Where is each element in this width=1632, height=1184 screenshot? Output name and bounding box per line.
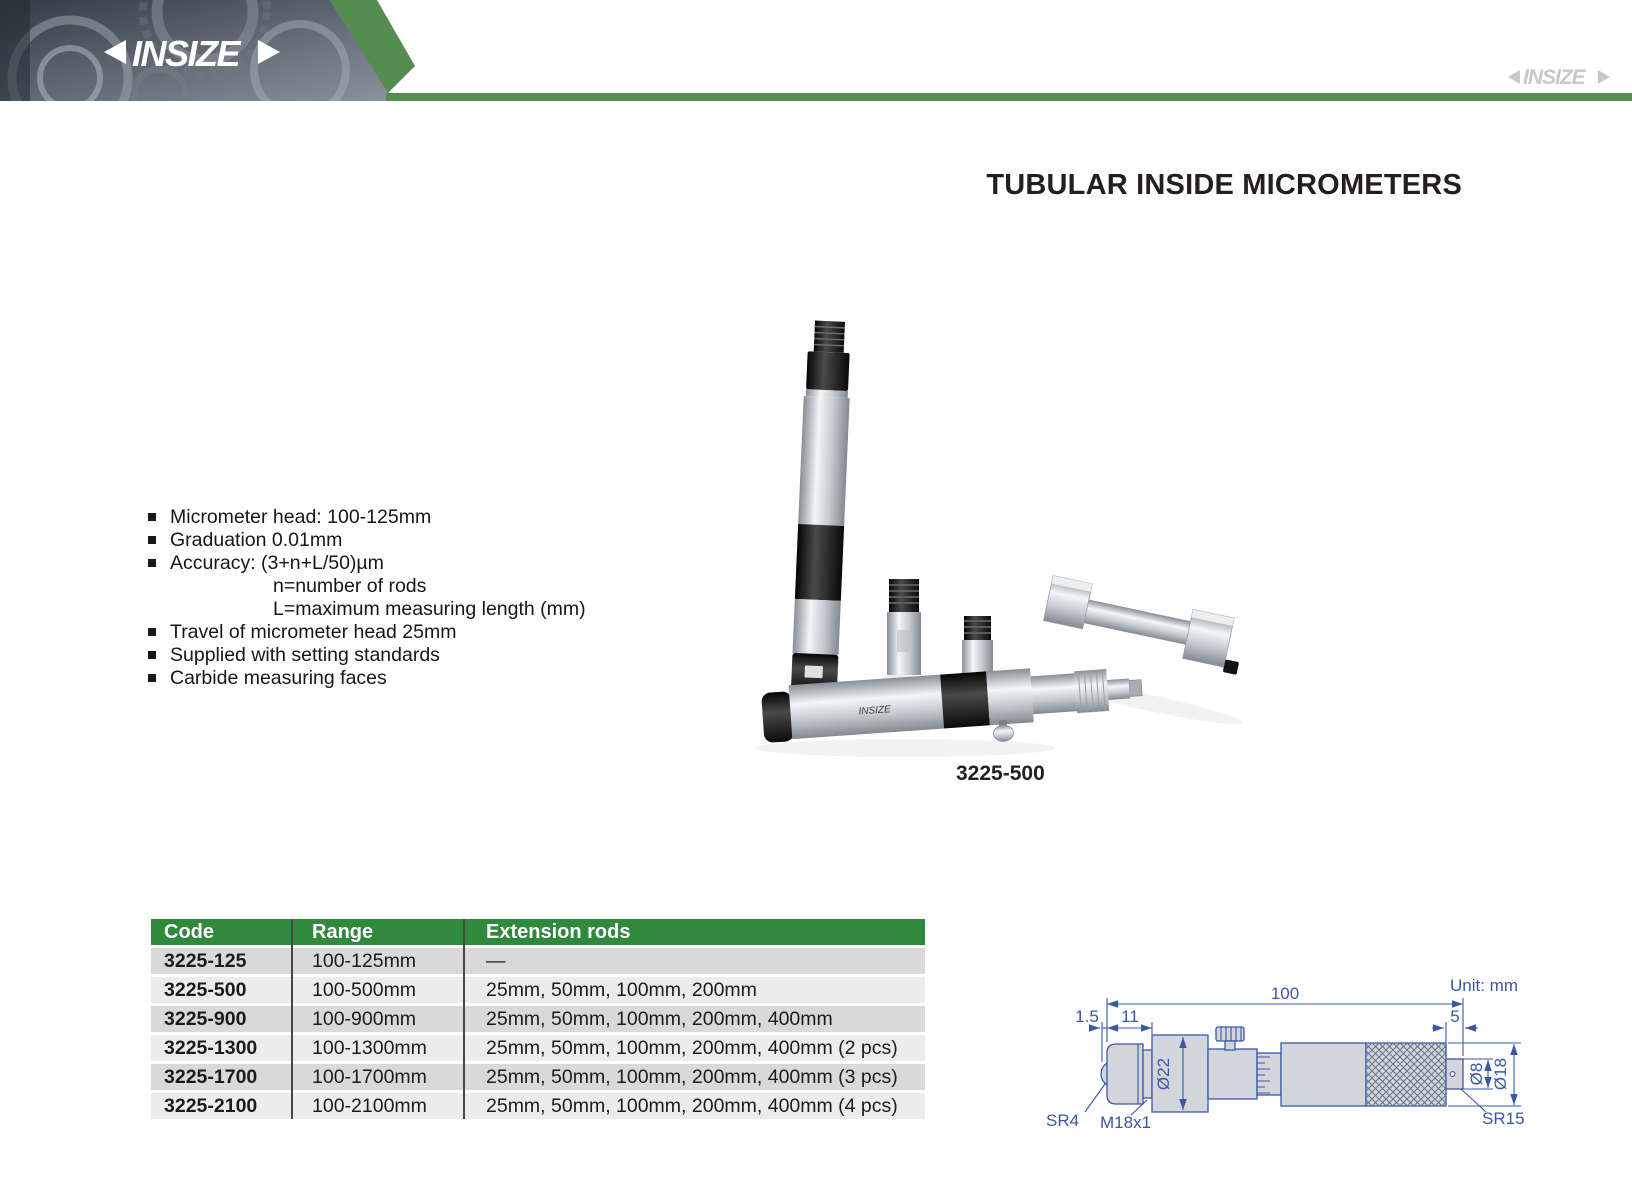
watermark-left-arrow-icon (1508, 70, 1520, 84)
spec-text: Supplied with setting standards (170, 644, 440, 666)
micrometer-head-blocks (1041, 576, 1249, 675)
extension-rod-medium (887, 579, 921, 675)
column-divider (463, 919, 465, 1119)
bullet-square-icon (148, 651, 156, 659)
cell-range: 100-125mm (312, 950, 417, 972)
cell-code: 3225-1300 (164, 1037, 258, 1059)
dia-tip: Ø8 (1467, 1062, 1486, 1086)
extension-rod-long (791, 320, 853, 693)
column-header: Extension rods (486, 921, 631, 943)
spec-text: L=maximum measuring length (mm) (273, 598, 586, 620)
product-photo (690, 300, 1260, 760)
green-rule (386, 93, 1632, 101)
spec-table-body (151, 948, 925, 1119)
table-row (151, 1006, 925, 1032)
spec-item (148, 552, 586, 575)
spec-text: n=number of rods (273, 575, 427, 597)
cell-rods: 25mm, 50mm, 100mm, 200mm, 400mm (3 pcs) (486, 1066, 898, 1088)
spec-item (148, 621, 586, 644)
column-divider (291, 919, 293, 1119)
bullet-square-icon (148, 674, 156, 682)
spec-text: Graduation 0.01mm (170, 529, 343, 551)
spec-text: Travel of micrometer head 25mm (170, 621, 457, 643)
label-sr4: SR4 (1046, 1111, 1080, 1130)
spec-text: Micrometer head: 100-125mm (170, 506, 432, 528)
cell-range: 100-900mm (312, 1008, 417, 1030)
spec-item (148, 598, 586, 621)
table-row (151, 1064, 925, 1090)
product-caption: 3225-500 (956, 762, 1045, 785)
brand-watermark (1506, 60, 1626, 94)
cell-range: 100-500mm (312, 979, 417, 1001)
spec-item (148, 575, 586, 598)
cell-code: 3225-125 (164, 950, 247, 972)
dim-protrusion: 1.5 (1075, 1007, 1099, 1026)
bullet-square-icon (148, 513, 156, 521)
cell-rods: 25mm, 50mm, 100mm, 200mm (486, 979, 757, 1001)
label-sr15: SR15 (1482, 1109, 1525, 1128)
bullet-square-icon (148, 628, 156, 636)
cell-code: 3225-2100 (164, 1095, 258, 1117)
unit-label: Unit: mm (1450, 976, 1518, 995)
cell-rods: 25mm, 50mm, 100mm, 200mm, 400mm (2 pcs) (486, 1037, 898, 1059)
page-title: TUBULAR INSIDE MICROMETERS (986, 169, 1462, 202)
spec-item (148, 506, 586, 529)
spec-text: Carbide measuring faces (170, 667, 387, 689)
dia-thimble: Ø18 (1491, 1057, 1510, 1091)
column-header: Range (312, 921, 374, 943)
extension-rod-small (962, 616, 993, 676)
column-header: Code (164, 921, 214, 943)
cell-range: 100-1700mm (312, 1066, 427, 1088)
table-row (151, 1035, 925, 1061)
cell-rods: — (486, 950, 506, 972)
cell-range: 100-2100mm (312, 1095, 427, 1117)
cell-code: 3225-900 (164, 1008, 247, 1030)
product-brand-label: INSIZE (858, 704, 892, 718)
shadow (755, 739, 1055, 757)
cell-code: 3225-500 (164, 979, 247, 1001)
spec-item (148, 529, 586, 552)
dia-body: Ø22 (1154, 1057, 1173, 1091)
table-header-row (151, 919, 925, 945)
bullet-square-icon (148, 536, 156, 544)
table-row (151, 948, 925, 974)
label-thread: M18x1 (1100, 1113, 1152, 1132)
table-row (151, 977, 925, 1003)
dim-tip: 5 (1450, 1007, 1460, 1026)
spec-item (148, 667, 586, 690)
bullet-square-icon (148, 559, 156, 567)
dim-head: 11 (1121, 1007, 1139, 1026)
products-table (151, 919, 925, 1119)
watermark-text: INSIZE (1523, 66, 1585, 89)
cell-rods: 25mm, 50mm, 100mm, 200mm, 400mm (4 pcs) (486, 1095, 898, 1117)
logo-text: INSIZE (132, 33, 240, 74)
technical-diagram (1000, 970, 1632, 1135)
header-banner (0, 0, 1632, 101)
spec-item (148, 644, 586, 667)
cell-rods: 25mm, 50mm, 100mm, 200mm, 400mm (486, 1008, 833, 1030)
dim-overall: 100 (1270, 984, 1300, 1003)
watermark-right-arrow-icon (1598, 70, 1610, 84)
spec-text: Accuracy: (3+n+L/50)µm (170, 552, 384, 574)
specs-list (148, 506, 586, 690)
cell-range: 100-1300mm (312, 1037, 427, 1059)
table-row (151, 1093, 925, 1119)
cell-code: 3225-1700 (164, 1066, 258, 1088)
